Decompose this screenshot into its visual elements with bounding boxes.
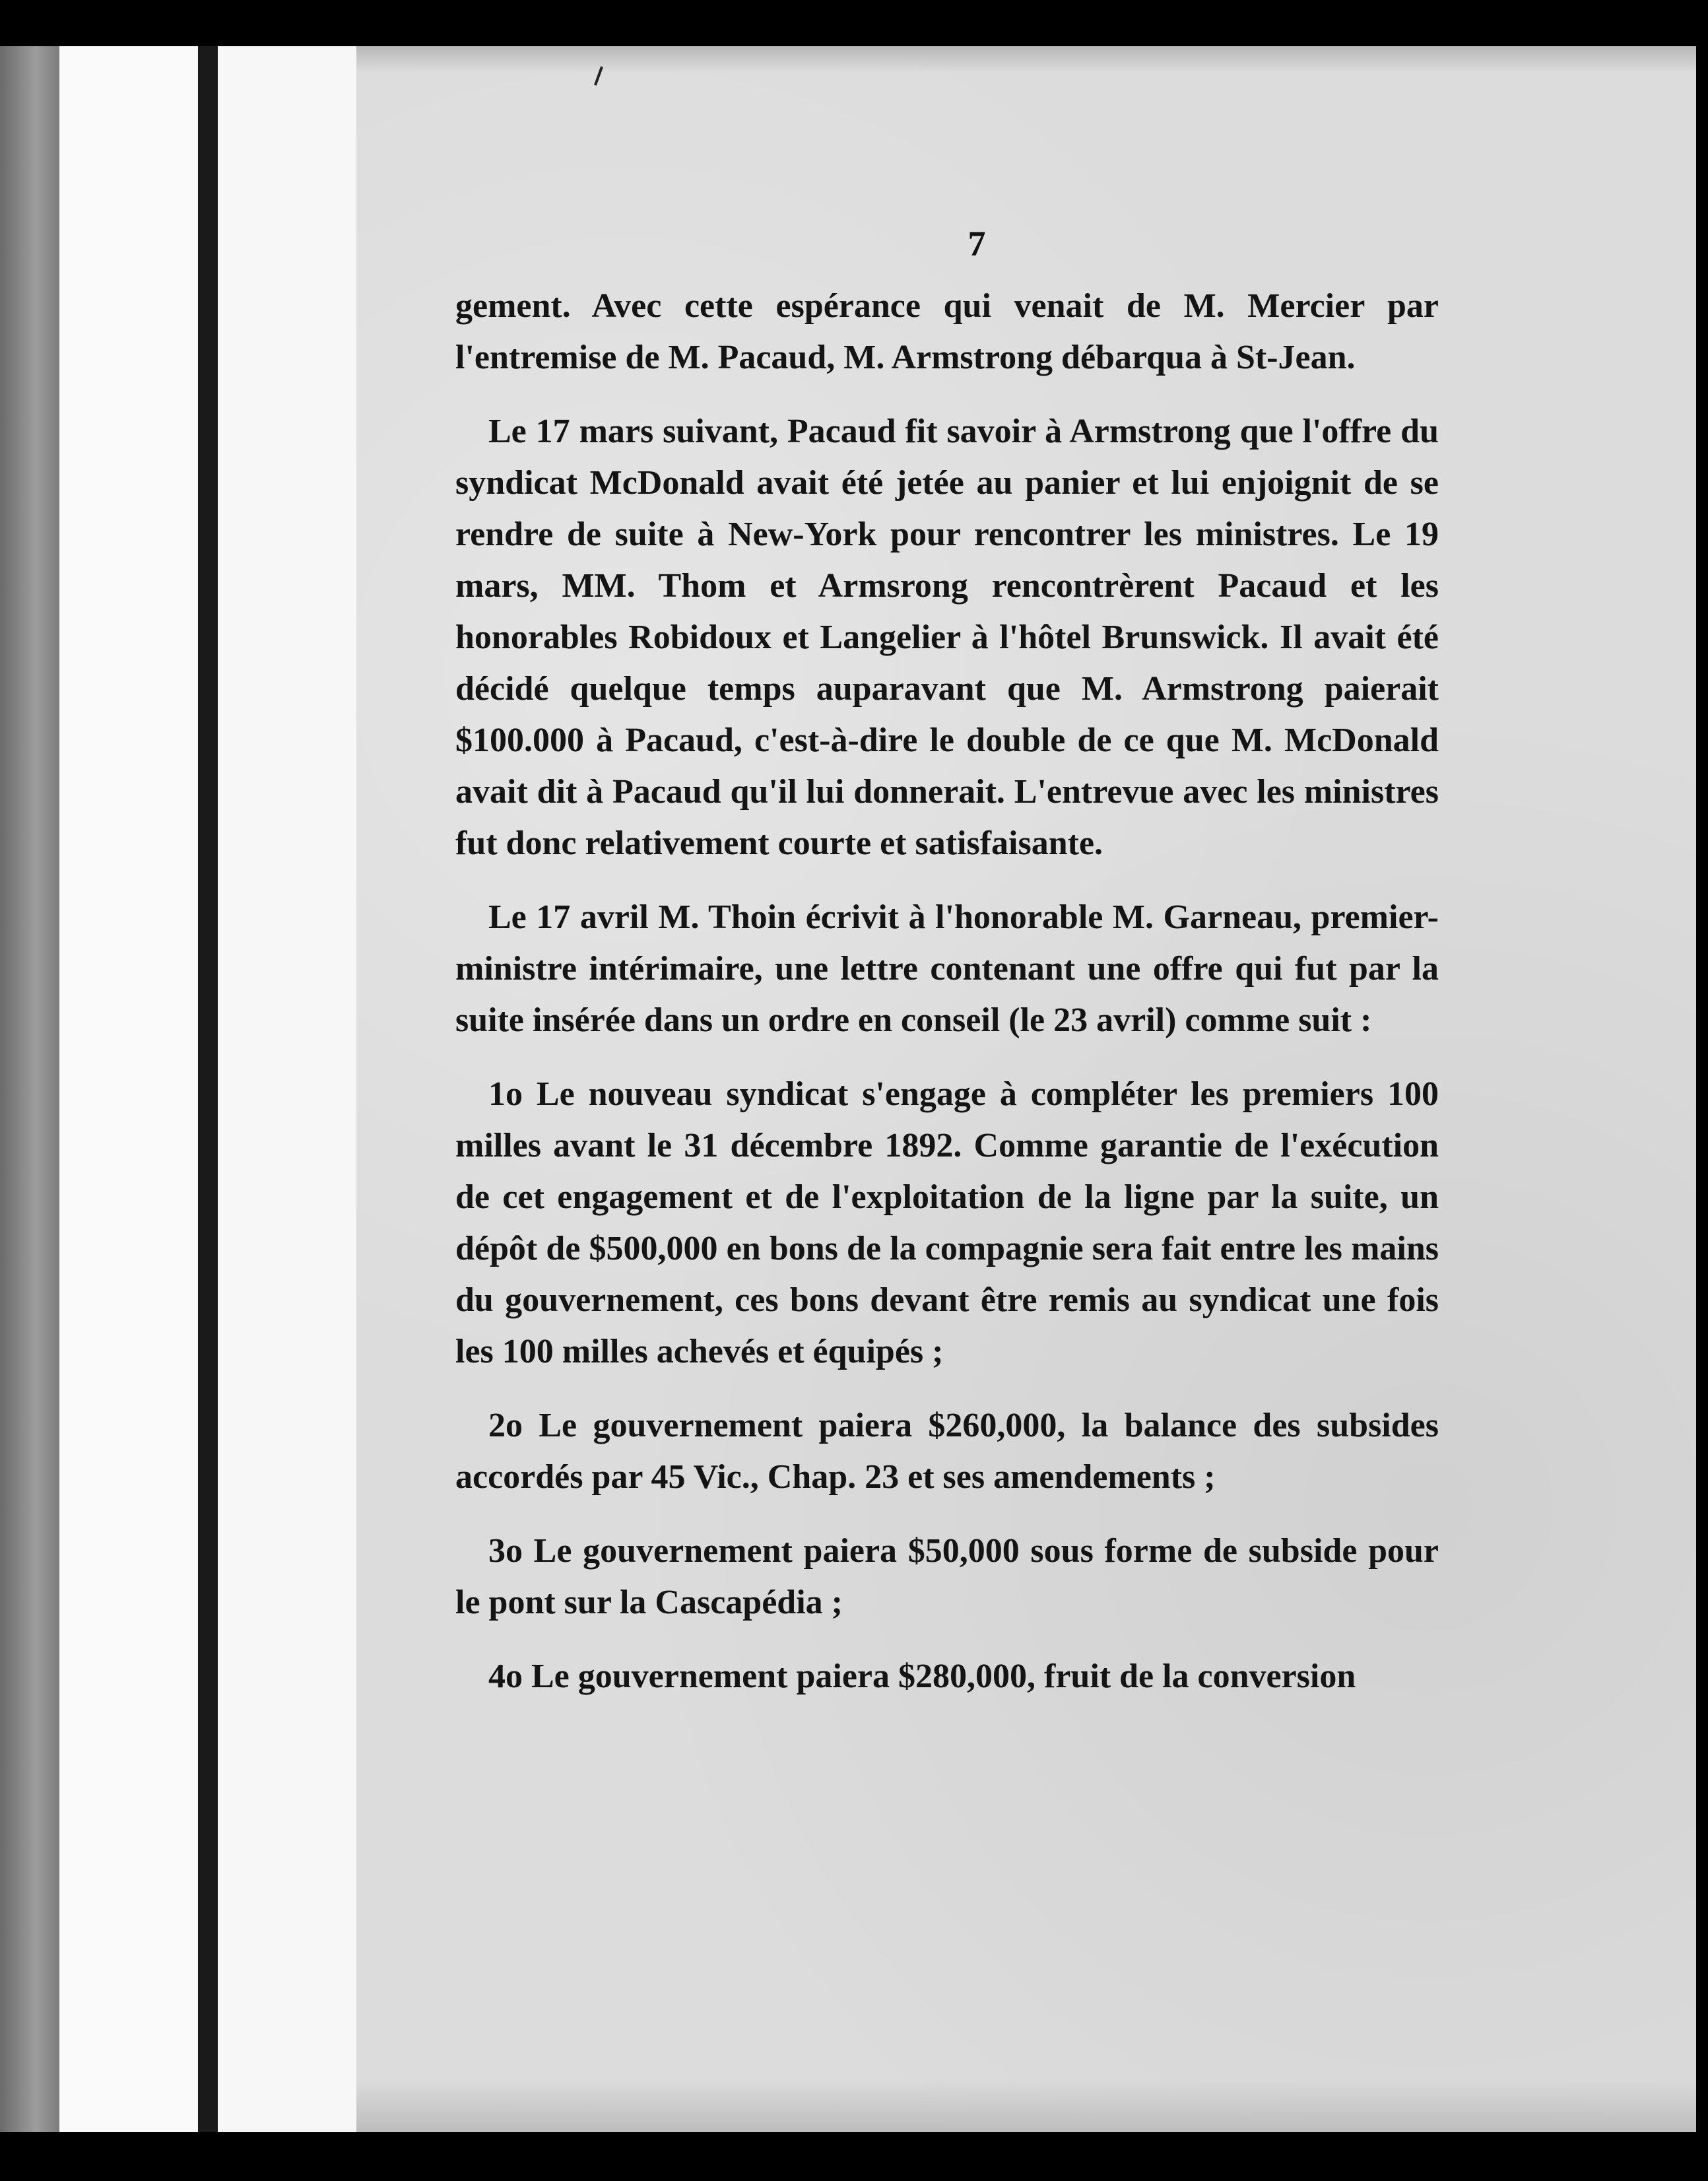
page-shadow-top xyxy=(356,46,1696,73)
list-item-1: 1o Le nouveau syndicat s'engage à compléter les premiers 100 milles avant le 31 décembre 1892. Comme garantie de l'exécution de cet engagement et de l'exploitation de la ligne par la suite, un dépôt de $500,000 en bons de la compagnie sera fait entre les mains du gouvernement, ces bons devant être remis au syndicat une fois les 100 milles achevés et équipés ; xyxy=(455,1075,1439,1370)
list-item-4: 4o Le gouvernement paiera $280,000, fruit de la conversion xyxy=(488,1658,1356,1695)
paragraph-continuation: gement. Avec cette espérance qui venait de M. Mercier par l'entremise de M. Pacaud, M. Armstrong débarqua à St-Jean. xyxy=(455,287,1439,376)
page-number: 7 xyxy=(968,224,986,263)
paragraph: Le 17 mars suivant, Pacaud fit savoir à Armstrong que l'offre du syndicat McDonald avait été jetée au panier et lui enjoignit de se rendre de suite à New-York pour rencontrer les ministres. Le 19 mars, MM. Thom et Armsrong rencontrèrent Pacaud et les honorables Robidoux et Langelier à l'hôtel Brunswick. Il avait été décidé quelque temps auparavant que M. Armstrong paierait $100.000 à Pacaud, c'est-à-dire le double de ce que M. McDonald avait dit à Pacaud qu'il lui donnerait. L'entrevue avec les ministres fut donc relativement courte et satisfaisante. xyxy=(455,413,1439,862)
page-shadow-bottom xyxy=(356,2079,1696,2132)
paragraph: Le 17 avril M. Thoin écrivit à l'honorable M. Garneau, premier-ministre intérimaire, une lettre contenant une offre qui fut par la suite insérée dans un ordre en conseil (le 23 avril) comme suit : xyxy=(455,898,1439,1039)
blank-margin-strip xyxy=(59,46,198,2132)
binding-gutter xyxy=(198,46,218,2132)
body-text xyxy=(455,281,1439,1725)
inner-margin xyxy=(218,46,356,2132)
facing-page-edge xyxy=(0,46,59,2132)
list-item-3: 3o Le gouvernement paiera $50,000 sous forme de subside pour le pont sur la Cascapédia ; xyxy=(455,1532,1439,1621)
list-item-2: 2o Le gouvernement paiera $260,000, la balance des subsides accordés par 45 Vic., Chap. 23 et ses amendements ; xyxy=(455,1407,1439,1496)
